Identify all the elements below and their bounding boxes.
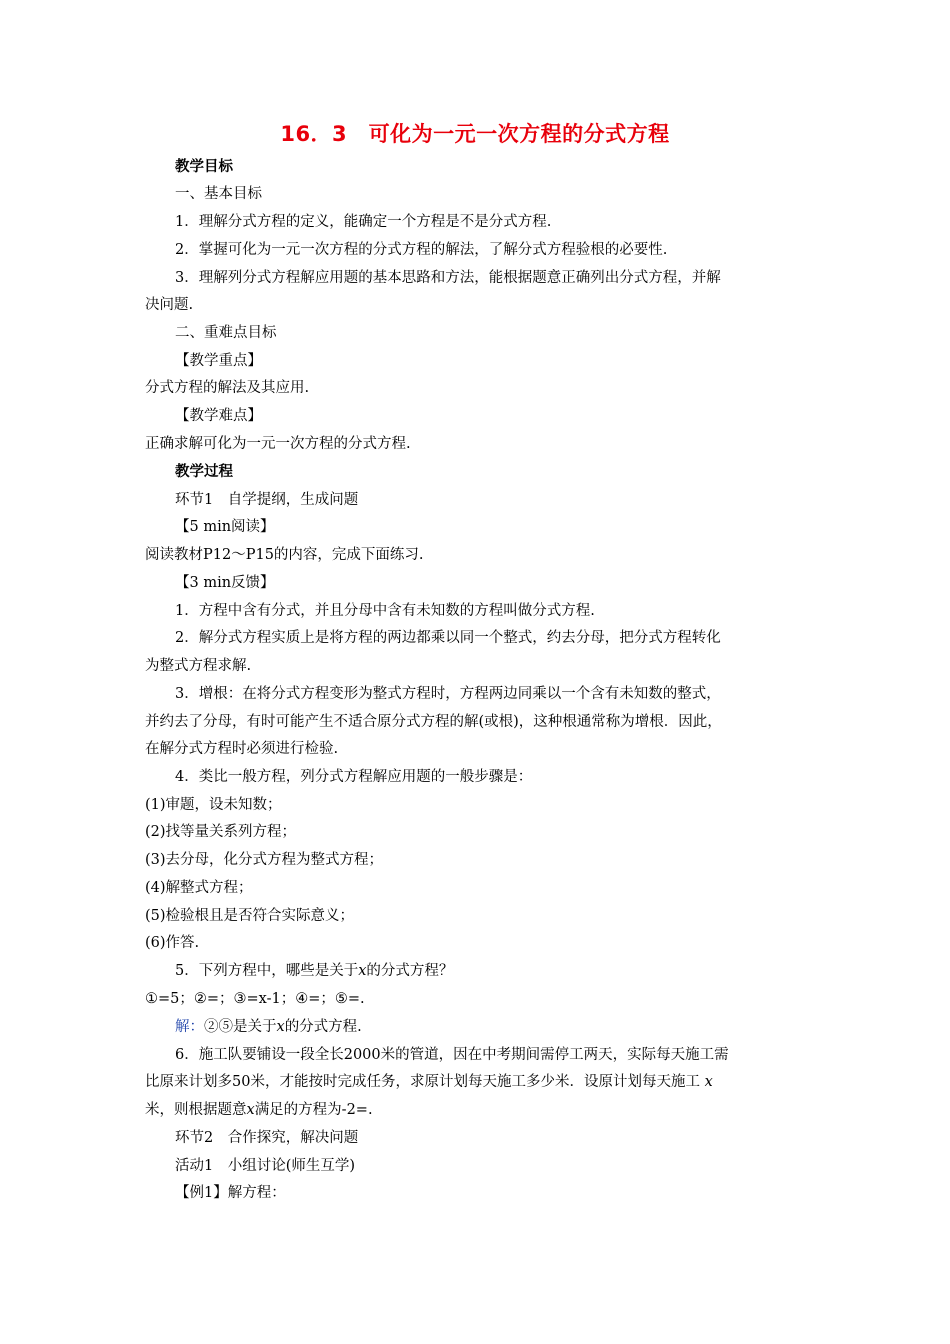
step-list-6: (6)作答. [145,935,200,951]
section-heading-process: 教学过程 [175,464,233,480]
question-6-cont-1: 比原来计划多50米，才能按时完成任务，求原计划每天施工多少米．设原计划每天施工 x [145,1074,713,1090]
question-5-solution: 解：②⑤是关于x的分式方程. [175,1019,362,1035]
step-1-heading: 环节1 自学提纲，生成问题 [175,492,359,508]
objective-2: 2．掌握可化为一元一次方程的分式方程的解法，了解分式方程验根的必要性. [175,242,668,258]
label-feedback: 【3 min反馈】 [175,575,275,591]
step-2-heading: 环节2 合作探究，解决问题 [175,1130,359,1146]
label-teaching-difficulty: 【教学难点】 [175,408,262,424]
step-list-3: (3)去分母，化分式方程为整式方程； [145,852,384,868]
question-5-options: ①=5；②=；③=x-1；④=；⑤=. [145,991,365,1007]
feedback-1: 1．方程中含有分式，并且分母中含有未知数的方程叫做分式方程. [175,603,595,619]
feedback-3-cont-2: 在解分式方程时必须进行检验. [145,741,339,757]
reading-instruction: 阅读教材P12～P15的内容，完成下面练习. [145,547,424,563]
question-6: 6．施工队要铺设一段全长2000米的管道，因在中考期间需停工两天，实际每天施工需 [175,1047,729,1063]
step-list-2: (2)找等量关系列方程； [145,824,297,840]
feedback-2: 2．解分式方程实质上是将方程的两边都乘以同一个整式，约去分母，把分式方程转化 [175,630,721,646]
objective-3: 3．理解列分式方程解应用题的基本思路和方法，能根据题意正确列出分式方程，并解 [175,270,721,286]
feedback-3-cont-1: 并约去了分母，有时可能产生不适合原分式方程的解(或根)，这种根通常称为增根．因此， [145,714,722,730]
activity-1-heading: 活动1 小组讨论(师生互学) [175,1158,356,1174]
subheading-key-points: 二、重难点目标 [175,325,277,341]
subheading-basic-objectives: 一、基本目标 [175,186,262,202]
teaching-difficulty-text: 正确求解可化为一元一次方程的分式方程. [145,436,411,452]
step-list-4: (4)解整式方程； [145,880,253,896]
feedback-4: 4．类比一般方程，列分式方程解应用题的一般步骤是： [175,769,533,785]
step-list-5: (5)检验根且是否符合实际意义； [145,908,355,924]
example-1-heading: 【例1】解方程： [175,1185,286,1201]
label-teaching-focus: 【教学重点】 [175,353,262,369]
section-heading-objectives: 教学目标 [175,159,233,175]
teaching-focus-text: 分式方程的解法及其应用. [145,380,310,396]
label-reading: 【5 min阅读】 [175,519,275,535]
question-5: 5．下列方程中，哪些是关于x的分式方程？ [175,963,454,979]
step-list-1: (1)审题，设未知数； [145,797,282,813]
objective-3-cont: 决问题. [145,297,194,313]
feedback-2-cont: 为整式方程求解. [145,658,252,674]
feedback-3: 3．增根：在将分式方程变形为整式方程时，方程两边同乘以一个含有未知数的整式， [175,686,721,702]
page-title: 16．3 可化为一元一次方程的分式方程 [280,122,670,146]
objective-1: 1．理解分式方程的定义，能确定一个方程是不是分式方程. [175,214,552,230]
question-6-cont-2: 米，则根据题意x满足的方程为-2=. [145,1102,373,1118]
